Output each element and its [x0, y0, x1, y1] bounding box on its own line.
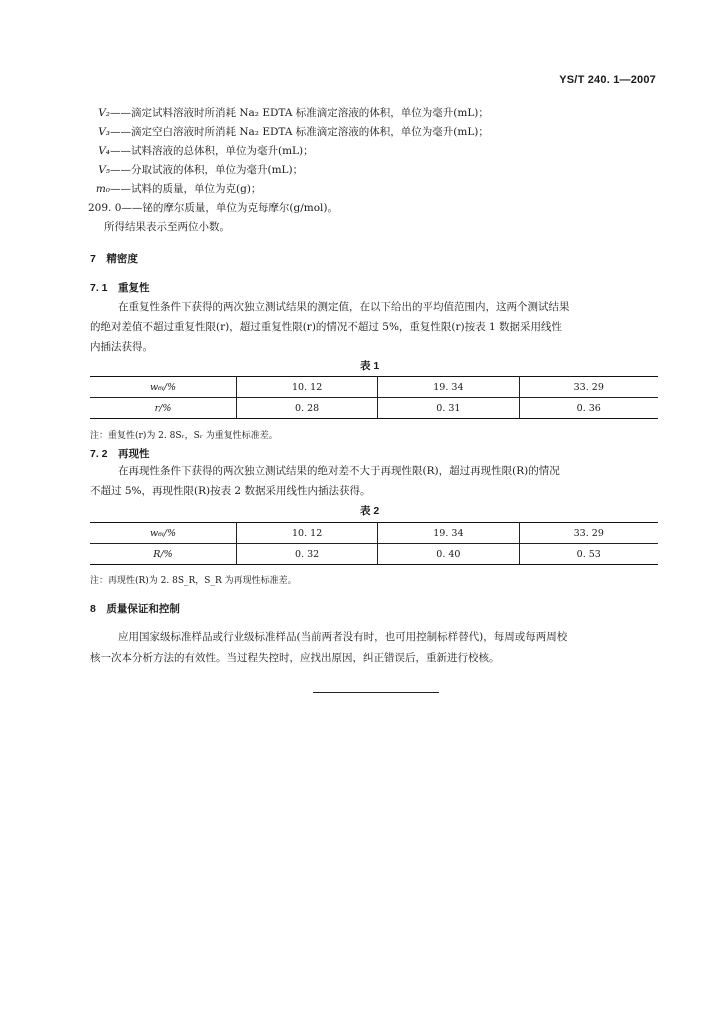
table-1: [90, 376, 658, 419]
section-7-2-title: 7. 2 再现性: [90, 448, 150, 460]
table-2-caption: 表 2: [360, 505, 380, 517]
row-label: r/%: [90, 398, 237, 419]
variable-text: ——铋的摩尔质量，单位为克每摩尔(g/mol)。: [121, 202, 338, 214]
variable-text: ——试料溶液的总体积，单位为毫升(mL)；: [110, 145, 314, 157]
section-8-title: 8 质量保证和控制: [90, 603, 180, 615]
table-cell: 0. 36: [519, 398, 658, 419]
section-7-1-paragraph-line2: 的绝对差值不超过重复性限(r)，超过重复性限(r)的情况不超过 5%，重复性限(r)按表 1 数据采用线性: [90, 321, 562, 333]
variable-symbol: m₀: [95, 183, 110, 195]
table-cell: 19. 34: [378, 523, 519, 544]
table-cell: 10. 12: [237, 377, 378, 398]
section-7-1-paragraph-line1: 在重复性条件下获得的两次独立测试结果的测定值，在以下给出的平均值范围内，这两个测试结果: [118, 301, 570, 313]
section-8-paragraph-line1: 应用国家级标准样品或行业级标准样品(当前两者没有时，也可用控制标样替代)，每周或每两周校: [118, 631, 568, 643]
variable-symbol: V₄: [98, 145, 110, 157]
table-cell: 10. 12: [237, 523, 378, 544]
variable-symbol: V₂: [98, 107, 110, 119]
table-row: [90, 544, 658, 565]
table-cell: 0. 31: [378, 398, 519, 419]
table-row: [90, 523, 658, 544]
variable-text: ——分取试液的体积，单位为毫升(mL)；: [110, 164, 304, 176]
table-cell: 19. 34: [378, 377, 519, 398]
table-cell: 0. 32: [237, 544, 378, 565]
variable-text: ——滴定试料溶液时所消耗 Na₂ EDTA 标准滴定溶液的体积，单位为毫升(mL)；: [110, 107, 489, 119]
variable-text: ——滴定空白溶液时所消耗 Na₂ EDTA 标准滴定溶液的体积，单位为毫升(mL)；: [110, 126, 489, 138]
variable-definition: [90, 123, 489, 142]
table-cell: 0. 40: [378, 544, 519, 565]
variable-definition: [90, 104, 489, 123]
row-label: w₆ᵢ/%: [90, 377, 237, 398]
row-label: w₆ᵢ/%: [90, 523, 237, 544]
variable-symbol: V₅: [98, 164, 110, 176]
section-7-2-paragraph-line1: 在再现性条件下获得的两次独立测试结果的绝对差不大于再现性限(R)，超过再现性限(R)的情况: [118, 465, 560, 477]
table-row: [90, 377, 658, 398]
section-7-title: 7 精密度: [90, 253, 138, 265]
table-cell: 0. 53: [519, 544, 658, 565]
end-rule: [313, 692, 439, 693]
variable-symbol: V₃: [98, 126, 110, 138]
variable-definition: [90, 180, 489, 199]
section-7-2-paragraph-line2: 不超过 5%，再现性限(R)按表 2 数据采用线性内插法获得。: [90, 485, 371, 497]
section-8-paragraph-line2: 核一次本分析方法的有效性。当过程失控时，应找出原因，纠正错误后，重新进行校核。: [90, 652, 500, 664]
table-row: [90, 398, 658, 419]
variable-definition: [90, 142, 489, 161]
table-cell: 0. 28: [237, 398, 378, 419]
variable-definitions: [90, 104, 489, 237]
variable-definition: [90, 161, 489, 180]
variable-symbol: 209. 0: [88, 202, 122, 214]
result-note: 所得结果表示至两位小数。: [104, 221, 230, 233]
table-cell: 33. 29: [519, 377, 658, 398]
table-cell: 33. 29: [519, 523, 658, 544]
table-1-note: 注：重复性(r)为 2. 8Sᵣ，Sᵣ 为重复性标准差。: [90, 431, 278, 441]
row-label: R/%: [90, 544, 237, 565]
section-7-1-title: 7. 1 重复性: [90, 282, 150, 294]
section-7-1-paragraph-line3: 内插法获得。: [90, 341, 153, 353]
table-2: [90, 522, 658, 565]
document-id: YS/T 240. 1—2007: [559, 74, 656, 86]
variable-definition: [88, 199, 489, 218]
variable-text: ——试料的质量，单位为克(g)；: [110, 183, 262, 195]
table-1-caption: 表 1: [360, 360, 380, 372]
table-2-note: 注：再现性(R)为 2. 8S_R，S_R 为再现性标准差。: [90, 576, 297, 586]
